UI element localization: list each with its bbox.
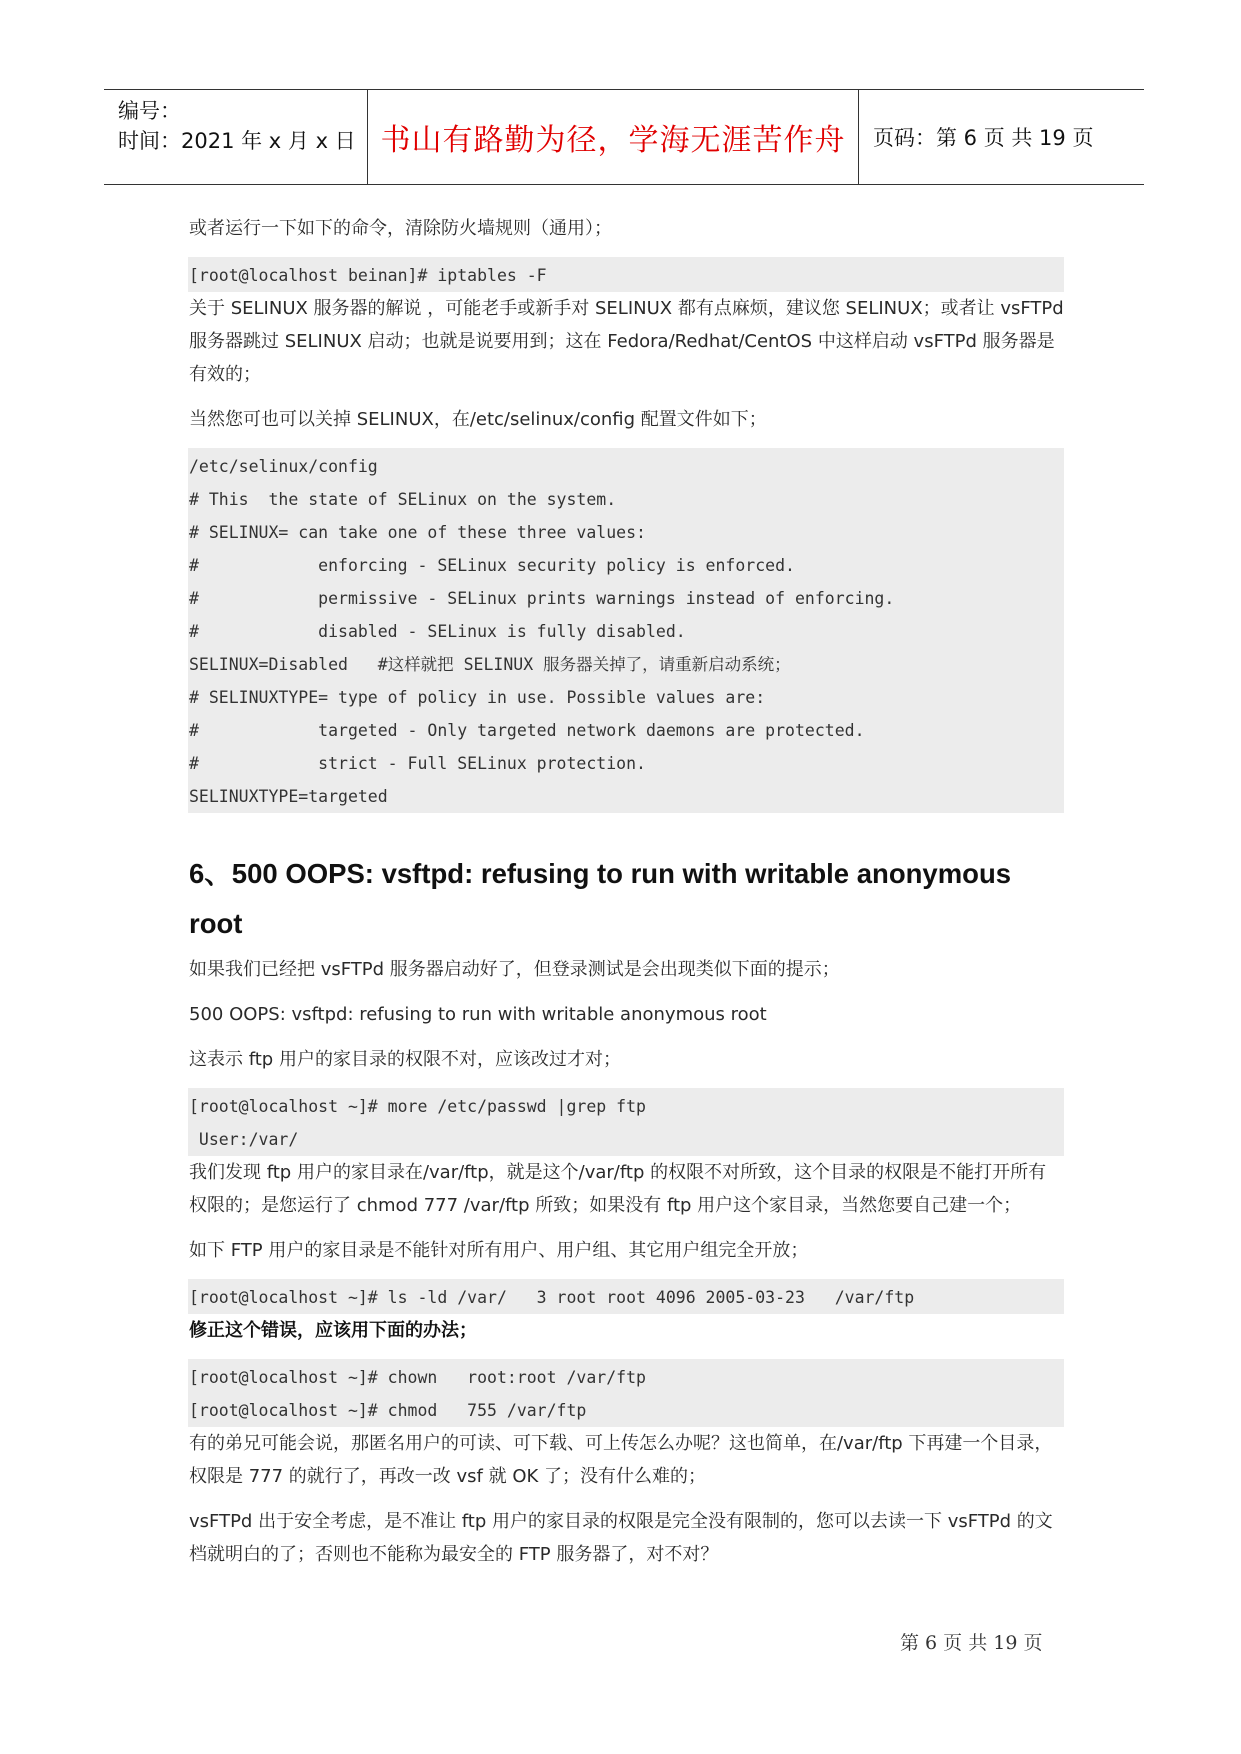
code-block xyxy=(188,448,1064,813)
code-line: # disabled - SELinux is fully disabled. xyxy=(189,622,686,641)
code-line: [root@localhost ~]# ls -ld /var/ 3 root root 4096 2005-03-23 /var/ftp xyxy=(189,1288,915,1307)
code-line: SELINUXTYPE=targeted xyxy=(189,787,388,806)
number-label: 编号： xyxy=(118,99,181,123)
code-line: # permissive - SELinux prints warnings instead of enforcing. xyxy=(189,589,895,608)
code-line: [root@localhost beinan]# iptables -F xyxy=(189,266,547,285)
code-line: # enforcing - SELinux security policy is enforced. xyxy=(189,556,795,575)
code-line: # targeted - Only targeted network daemons are protected. xyxy=(189,721,865,740)
paragraph: 如下 FTP 用户的家目录是不能针对所有用户、用户组、其它用户组完全开放； xyxy=(189,1240,809,1261)
code-line: User:/var/ xyxy=(189,1130,299,1149)
time-label: 时间：2021 年 x 月 x 日 xyxy=(118,129,356,153)
code-line: # This the state of SELinux on the system. xyxy=(189,490,617,509)
paragraph: 我们发现 ftp 用户的家目录在/var/ftp，就是这个/var/ftp 的权限不对所致，这个目录的权限是不能打开所有权限的；是您运行了 chmod 777 /var/ftp 所致；如果没有 ftp 用户这个家目录，当然您要自己建一个； xyxy=(189,1162,1047,1216)
code-line: /etc/selinux/config xyxy=(189,457,378,476)
paragraph: vsFTPd 出于安全考虑，是不准让 ftp 用户的家目录的权限是完全没有限制的，您可以去读一下 vsFTPd 的文档就明白的了；否则也不能称为最安全的 FTP 服务器了，对不对？ xyxy=(189,1511,1053,1565)
paragraph: 关于 SELINUX 服务器的解说 ，可能老手或新手对 SELINUX 都有点麻烦，建议您 SELINUX；或者让 vsFTPd 服务器跳过 SELINUX 启动；也就是说要用到；这在 Fedora/Redhat/CentOS 中这样启动 vsFTPd 服务器是有效的； xyxy=(189,298,1064,385)
code-line: [root@localhost ~]# more /etc/passwd |grep ftp xyxy=(189,1097,646,1116)
page-header xyxy=(104,89,1144,185)
code-line: # strict - Full SELinux protection. xyxy=(189,754,646,773)
header-page-label: 页码：第 6 页 共 19 页 xyxy=(873,126,1094,150)
code-block xyxy=(188,257,1064,292)
code-line: SELINUX=Disabled #这样就把 SELINUX 服务器关掉了，请重新启动系统； xyxy=(189,655,791,674)
header-motto: 书山有路勤为径，学海无涯苦作舟 xyxy=(368,90,859,184)
paragraph: 或者运行一下如下的命令，清除防火墙规则（通用）； xyxy=(189,218,612,239)
code-line: # SELINUX= can take one of these three values: xyxy=(189,523,646,542)
paragraph: 500 OOPS: vsftpd: refusing to run with writable anonymous root xyxy=(189,1004,767,1025)
code-line: # SELINUXTYPE= type of policy in use. Possible values are: xyxy=(189,688,766,707)
code-block xyxy=(188,1088,1064,1156)
code-block xyxy=(188,1279,1064,1314)
paragraph: 有的弟兄可能会说，那匿名用户的可读、可下载、可上传怎么办呢？这也简单，在/var/ftp 下再建一个目录，权限是 777 的就行了，再改一改 vsf 就 OK 了；没有什么难的； xyxy=(189,1433,1053,1487)
code-block xyxy=(188,1359,1064,1427)
paragraph-bold: 修正这个错误，应该用下面的办法； xyxy=(189,1320,477,1341)
header-meta xyxy=(104,90,368,184)
document-body xyxy=(189,212,1064,1583)
paragraph: 这表示 ftp 用户的家目录的权限不对，应该改过才对； xyxy=(189,1049,621,1070)
paragraph: 如果我们已经把 vsFTPd 服务器启动好了，但登录测试是会出现类似下面的提示； xyxy=(189,959,840,980)
page-footer: 第 6 页 共 19 页 xyxy=(900,1632,1043,1654)
section-heading: 6、500 OOPS: vsftpd: refusing to run with writable anonymous root xyxy=(189,858,1012,939)
code-line: [root@localhost ~]# chmod 755 /var/ftp xyxy=(189,1401,587,1420)
code-line: [root@localhost ~]# chown root:root /var/ftp xyxy=(189,1368,646,1387)
paragraph: 当然您可也可以关掉 SELINUX，在/etc/selinux/config 配置文件如下； xyxy=(189,409,767,430)
